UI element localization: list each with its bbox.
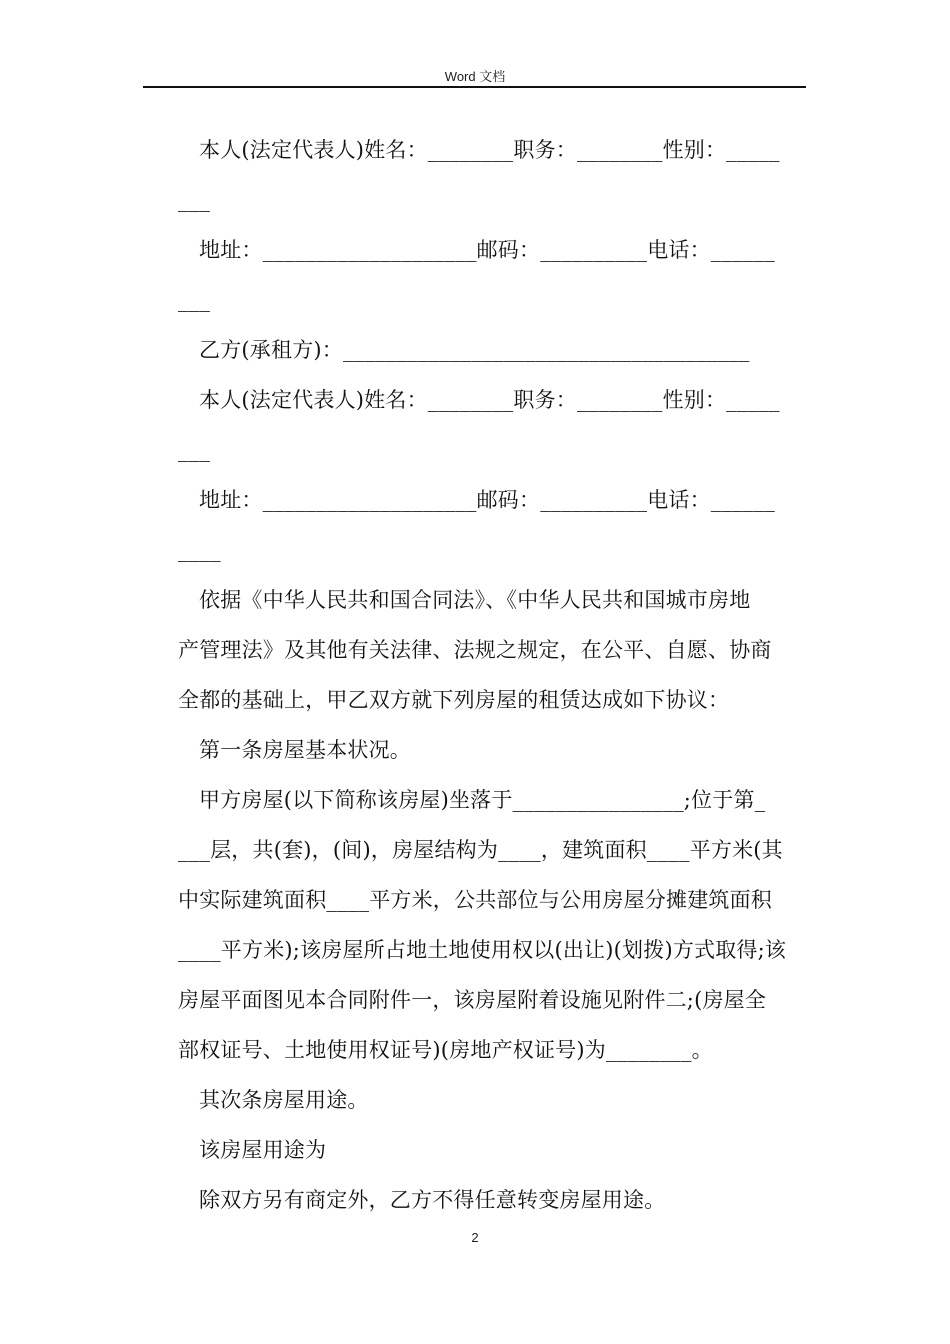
text-line: 依据《中华人民共和国合同法》、《中华人民共和国城市房地 xyxy=(199,588,751,612)
page-number: 2 xyxy=(471,1230,479,1245)
document-body xyxy=(178,130,806,1230)
text-line: 其次条房屋用途。 xyxy=(199,1088,369,1112)
text-line: ___ xyxy=(178,288,211,312)
text-line: 产管理法》及其他有关法律、法规之规定，在公平、自愿、协商 xyxy=(178,638,772,662)
text-line: 乙方(承租方)：______________________________________ xyxy=(199,338,750,362)
text-line: 部权证号、土地使用权证号)(房地产权证号)为________。 xyxy=(178,1038,713,1062)
text-line: ___ xyxy=(178,438,211,462)
text-line: 该房屋用途为 xyxy=(199,1138,327,1162)
header-divider xyxy=(143,86,806,88)
text-line: 本人(法定代表人)姓名：________职务：________性别：_____ xyxy=(199,138,780,162)
text-line: 中实际建筑面积____平方米，公共部位与公用房屋分摊建筑面积 xyxy=(178,888,772,912)
text-line: 地址：____________________邮码：__________电话：______ xyxy=(199,238,775,262)
text-line: 房屋平面图见本合同附件一，该房屋附着设施见附件二;(房屋全 xyxy=(178,988,767,1012)
text-line: ___层，共(套)，(间)，房屋结构为____，建筑面积____平方米(其 xyxy=(178,838,783,862)
text-line: ____ xyxy=(178,538,221,562)
text-line: 地址：____________________邮码：__________电话：______ xyxy=(199,488,775,512)
text-line: ___ xyxy=(178,188,211,212)
text-line: 除双方另有商定外，乙方不得任意转变房屋用途。 xyxy=(199,1188,666,1212)
text-line: 全都的基础上，甲乙双方就下列房屋的租赁达成如下协议： xyxy=(178,688,730,712)
text-line: 本人(法定代表人)姓名：________职务：________性别：_____ xyxy=(199,388,780,412)
text-line: ____平方米);该房屋所占地土地使用权以(出让)(划拨)方式取得;该 xyxy=(178,938,787,962)
text-line: 甲方房屋(以下简称该房屋)坐落于________________;位于第_ xyxy=(199,788,766,812)
text-line: 第一条房屋基本状况。 xyxy=(199,738,411,762)
page-header: Word 文档 xyxy=(444,69,506,84)
